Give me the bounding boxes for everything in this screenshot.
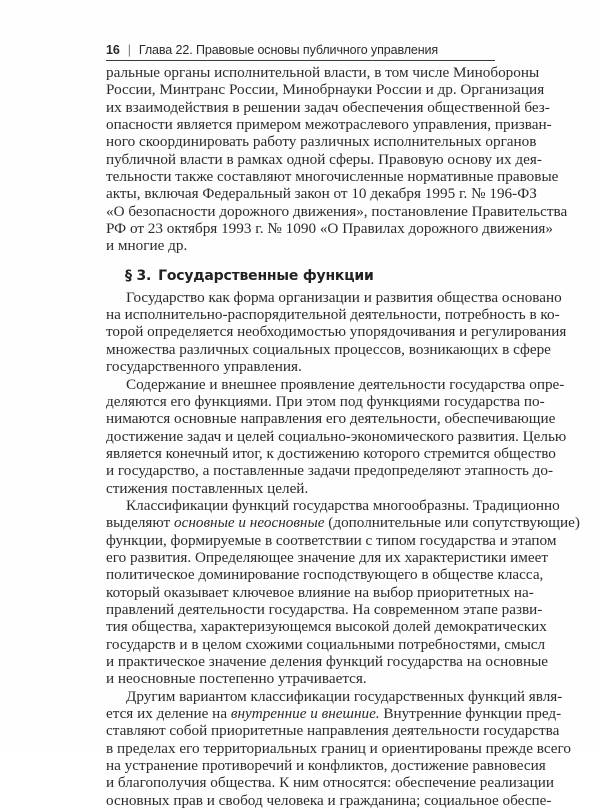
text-line: и практическое значение деления функций государства на основные <box>106 653 549 670</box>
text-line: достижение задач и целей социально-экономического развития. Целью <box>106 427 567 445</box>
text-line: на устранение противоречий и конфликтов, достижение равновесия <box>106 757 546 775</box>
text-line: и благополучия общества. К ним относятся: обеспечение реализации <box>106 774 554 792</box>
emphasized-term: внутренние и внешние. <box>230 705 380 723</box>
text-line: публичной власти в рамках одной сферы. Правовую основу их дея- <box>106 150 542 168</box>
text-line: Государство как форма организации и развития общества основано <box>126 288 562 306</box>
text-line: стижения поставленных целей. <box>106 479 309 497</box>
text-line: на исполнительно-распорядительной деятельности, потребность в ко- <box>106 306 560 324</box>
text-line: в пределах его территориальных границ и ориентированы прежде всего <box>106 739 571 757</box>
paragraph <box>106 496 580 688</box>
text-line: нимаются основные направления его деятельности, обеспечивающие <box>106 410 556 428</box>
text-line: Другим вариантом классификации государственных функций явля- <box>126 687 563 705</box>
text-line: политическое доминирование господствующего в обществе класса, <box>106 566 544 584</box>
body-text <box>106 64 580 809</box>
text-line: и государство, а поставленные задачи предопределяют этапность до- <box>106 462 554 480</box>
text-line: Содержание и внешнее проявление деятельности государства опре- <box>126 375 565 393</box>
text-line: РФ от 23 октября 1993 г. № 1090 «О Правилах дорожного движения» <box>106 220 553 238</box>
text-line: основных прав и свобод человека и гражданина; социальное обеспе- <box>106 791 552 809</box>
text-line: ставляют собой приоритетные направления деятельности государства <box>106 722 560 740</box>
text-line: правлений деятельности государства. На современном этапе разви- <box>106 600 543 618</box>
section-heading <box>106 263 495 289</box>
text-line: деляются его функциями. При этом под функциями государства по- <box>106 392 545 410</box>
text-run: Внутренние функции пред- <box>379 705 562 723</box>
paragraph-continued <box>106 64 568 255</box>
text-line: ного скоординировать работу различных исполнительных органов <box>106 133 537 151</box>
text-line: их взаимодействия в решении задач обеспечения общественной без- <box>106 98 550 116</box>
text-run: выделяют <box>106 514 174 532</box>
text-line: и неосновные постепенно утрачивается. <box>106 670 367 688</box>
emphasized-term: основные и неосновные <box>174 514 325 532</box>
text-line: России, Минтранс России, Минобрнауки России и др. Организация <box>106 81 545 99</box>
text-line: и многие др. <box>106 237 188 255</box>
text-line <box>106 514 580 532</box>
text-line: государственного управления. <box>106 358 302 376</box>
text-line: множества различных социальных процессов, возникающих в сфере <box>106 340 551 358</box>
text-run: (дополнительные или сопутствующие) <box>324 514 580 532</box>
text-line: торой определяется необходимостью упорядочивания и регулирования <box>106 323 567 341</box>
paragraph <box>106 288 567 376</box>
text-line: тельности также составляют многочисленные нормативные правовые <box>106 168 559 186</box>
text-line: государств и в целом схожими социальными потребностями, смысл <box>106 635 546 653</box>
text-line: функции, формируемые в соответствии с типом государства и этапом <box>106 531 557 549</box>
text-line: Классификации функций государства многообразны. Традиционно <box>126 496 560 514</box>
text-line <box>106 705 562 723</box>
page-number: 16 <box>106 43 120 57</box>
text-line: тия общества, характеризующемся высокой долей демократических <box>106 618 547 636</box>
section-title: Государственные функции <box>158 267 374 284</box>
chapter-title: Глава 22. Правовые основы публичного управления <box>138 43 439 57</box>
text-line: акты, включая Федеральный закон от 10 декабря 1995 г. № 196-ФЗ <box>106 185 537 203</box>
text-line: «О безопасности дорожного движения», постановление Правительства <box>106 202 568 220</box>
text-run: ется их деление на <box>106 705 231 723</box>
header-separator: | <box>127 43 131 57</box>
text-line: опасности является примером межотраслевого управления, призван- <box>106 116 552 134</box>
running-header <box>106 40 495 61</box>
text-line: ральные органы исполнительной власти, в том числе Минобороны <box>106 64 540 81</box>
paragraph <box>106 375 567 497</box>
text-line: который оказывает ключевое влияние на выбор приоритетных на- <box>106 583 534 601</box>
paragraph <box>106 687 571 809</box>
text-line: его развития. Определяющее значение для их характеристики имеет <box>106 548 548 566</box>
section-number: § 3. <box>125 267 152 284</box>
text-line: является конечный итог, к достижению которого стремится общество <box>106 444 556 462</box>
